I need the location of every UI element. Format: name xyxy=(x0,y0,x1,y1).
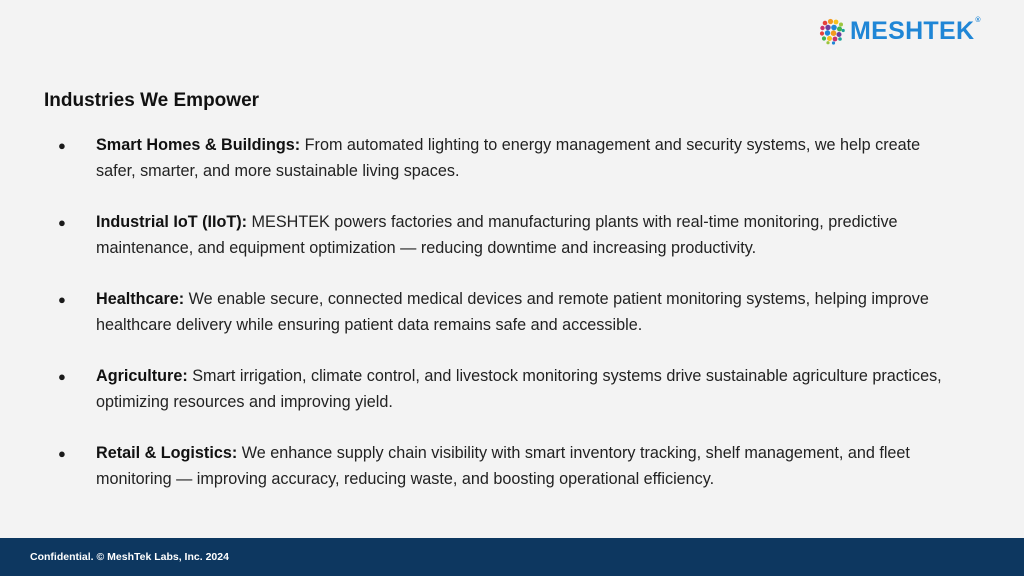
bullet-icon: ● xyxy=(58,215,66,230)
list-item xyxy=(58,210,958,261)
industries-list xyxy=(58,133,958,518)
list-item xyxy=(58,441,958,492)
item-description: From automated lighting to energy management and security systems, we help create safer, smarter, and more sustainable living spaces. xyxy=(96,136,921,180)
item-description: MESHTEK powers factories and manufacturing plants with real-time monitoring, predictive maintenance, and equipment optimization — reducing downtime and increasing productivity. xyxy=(96,213,898,257)
dotted-sphere-icon xyxy=(818,17,846,45)
list-item xyxy=(58,133,958,184)
footer-bar xyxy=(0,538,1024,576)
item-term: Smart Homes & Buildings: xyxy=(96,136,301,154)
bullet-icon: ● xyxy=(58,292,66,307)
registered-mark: ® xyxy=(975,16,981,24)
list-item xyxy=(58,287,958,338)
brand-logo xyxy=(818,16,981,46)
item-term: Industrial IoT (IIoT): xyxy=(96,213,248,231)
footer-confidential-text: Confidential. © MeshTek Labs, Inc. 2024 xyxy=(30,551,229,563)
brand-wordmark: MESHTEK xyxy=(850,16,975,45)
item-description: We enhance supply chain visibility with smart inventory tracking, shelf management, and fleet monitoring — improving accuracy, reducing waste, and boosting operational efficiency. xyxy=(96,444,910,488)
item-description: We enable secure, connected medical devices and remote patient monitoring systems, helping improve healthcare delivery while ensuring patient data remains safe and accessible. xyxy=(96,290,929,334)
item-term: Retail & Logistics: xyxy=(96,444,238,462)
item-term: Agriculture: xyxy=(96,367,188,385)
brand-name xyxy=(850,16,981,45)
bullet-icon: ● xyxy=(58,138,66,153)
list-item xyxy=(58,364,958,415)
bullet-icon: ● xyxy=(58,369,66,384)
bullet-icon: ● xyxy=(58,446,66,461)
item-term: Healthcare: xyxy=(96,290,185,308)
item-description: Smart irrigation, climate control, and livestock monitoring systems drive sustainable agriculture practices, optimizing resources and improving yield. xyxy=(96,367,942,411)
slide-title: Industries We Empower xyxy=(44,90,260,111)
